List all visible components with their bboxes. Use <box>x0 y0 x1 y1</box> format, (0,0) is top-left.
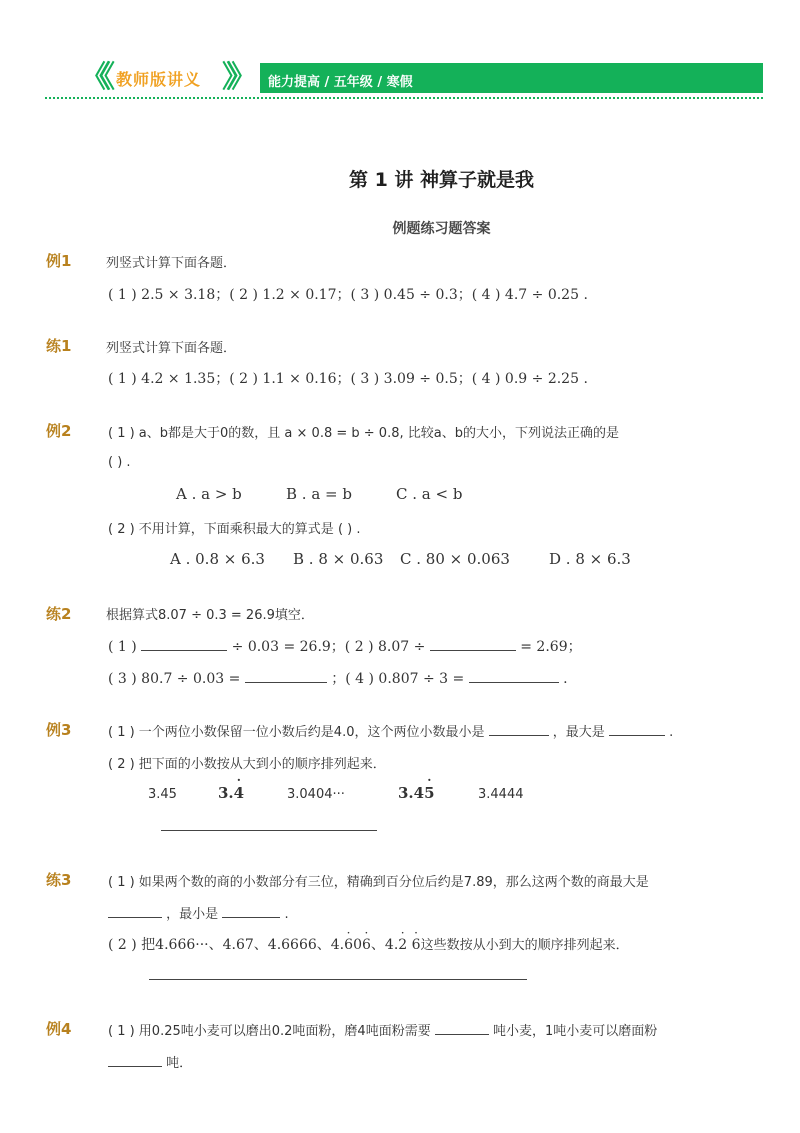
answer-blank <box>245 682 327 683</box>
text-segment: ( 3 ) 80.7 ÷ 0.03 = <box>108 671 241 687</box>
problem-question-ex2-1: ( 1 ) a、b都是大于0的数，且 a × 0.8 = b ÷ 0.8, 比较a、b的大小，下列说法正确的是 <box>108 426 619 441</box>
text-segment: ( 1 ) <box>108 639 137 655</box>
problem-answer-ex4-1 <box>108 1052 192 1071</box>
header-title: 教师版讲义 <box>116 70 202 89</box>
number-3-45-repeating <box>398 784 435 802</box>
text-segment: . <box>669 725 674 740</box>
chevron-left-icon: 《《 <box>80 60 105 95</box>
answer-blank <box>430 650 516 651</box>
answer-line-ex3 <box>161 830 377 831</box>
text-segment: ( 2 ) 把4.666···、4.67、4.6666、4. <box>108 937 345 953</box>
text-segment: 0 <box>353 937 362 953</box>
problem-label-pr1: 练1 <box>46 337 72 355</box>
problem-label-ex1: 例1 <box>46 252 72 270</box>
text-segment: 吨小麦，1吨小麦可以磨面粉 <box>492 1024 658 1039</box>
text-segment: ÷ 0.03 = 26.9；( 2 ) 8.07 ÷ <box>231 639 426 655</box>
text-segment: 3. <box>218 784 234 802</box>
option-d-ex2-2: D . 8 × 6.3 <box>549 550 631 568</box>
answer-blank <box>609 735 665 736</box>
answer-paren-ex2-1: ( ) . <box>108 455 131 470</box>
problem-line-pr2-2 <box>108 668 568 688</box>
problem-question-ex3-1 <box>108 721 673 740</box>
problem-label-ex3: 例3 <box>46 721 72 739</box>
problem-line-pr2-1 <box>108 636 582 656</box>
problem-label-pr2: 练2 <box>46 605 72 623</box>
text-segment: 、4. <box>370 937 399 953</box>
problem-answer-pr3-1 <box>108 903 289 922</box>
text-segment: 这些数按从小到大的顺序排列起来． <box>420 938 629 953</box>
problem-prompt-ex1: 列竖式计算下面各题． <box>106 256 237 271</box>
option-b-ex2-1: B . a = b <box>286 485 352 503</box>
problem-question-pr3-2 <box>108 934 629 954</box>
text-segment: ( 1 ) 一个两位小数保留一位小数后约是4.0，这个两位小数最小是 <box>108 725 485 740</box>
text-segment: = 2.69； <box>520 639 582 655</box>
answer-blank <box>141 650 227 651</box>
option-c-ex2-2: C . 80 × 0.063 <box>400 550 510 568</box>
text-segment <box>407 937 411 953</box>
text-segment: ，最小是 <box>166 907 219 922</box>
text-segment: . <box>284 907 289 922</box>
problem-items-pr1: ( 1 ) 4.2 × 1.35；( 2 ) 1.1 × 0.16；( 3 ) 3.09 ÷ 0.5；( 4 ) 0.9 ÷ 2.25 . <box>108 371 588 387</box>
option-b-ex2-2: B . 8 × 0.63 <box>293 550 384 568</box>
problem-question-ex2-2: ( 2 ) 不用计算，下面乘积最大的算式是 ( ) . <box>108 522 361 537</box>
text-segment: 3.4 <box>398 784 425 802</box>
text-segment: . <box>563 671 568 687</box>
header-divider <box>45 97 763 99</box>
option-a-ex2-2: A . 0.8 × 6.3 <box>170 550 265 568</box>
answer-line-pr3 <box>149 979 527 980</box>
problem-label-ex2: 例2 <box>46 422 72 440</box>
problem-question-pr3-1: ( 1 ) 如果两个数的商的小数部分有三位，精确到百分位后约是7.89，那么这两个数的商最大是 <box>108 875 649 890</box>
problem-question-ex3-2: ( 2 ) 把下面的小数按从大到小的顺序排列起来． <box>108 757 386 772</box>
chevron-right-icon: 》》 <box>222 60 247 95</box>
breadcrumb: 能力提高 / 五年级 / 寒假 <box>268 75 413 90</box>
repeating-digit: 5 · <box>424 784 434 802</box>
text-segment: ；( 4 ) 0.807 ÷ 3 = <box>331 671 465 687</box>
repeating-digit: 6 · <box>362 937 371 953</box>
answer-blank <box>469 682 559 683</box>
number-3-4444: 3.4444 <box>478 787 524 802</box>
number-3-45: 3.45 <box>148 787 177 802</box>
repeating-digit: 6 · <box>412 937 421 953</box>
problem-label-pr3: 练3 <box>46 871 72 889</box>
answer-blank <box>108 917 162 918</box>
problem-label-ex4: 例4 <box>46 1020 72 1038</box>
text-segment: ，最大是 <box>552 725 605 740</box>
text-segment: 吨． <box>166 1056 193 1071</box>
repeating-digit: 4 · <box>234 784 244 802</box>
repeating-digit: 6 · <box>344 937 353 953</box>
answer-blank <box>108 1066 162 1067</box>
answer-blank <box>489 735 549 736</box>
answer-blank <box>435 1034 489 1035</box>
answer-blank <box>222 917 280 918</box>
number-3-0404: 3.0404··· <box>287 787 345 802</box>
repeating-digit: 2 · <box>398 937 407 953</box>
problem-question-ex4-1 <box>108 1020 657 1039</box>
option-a-ex2-1: A . a > b <box>176 485 242 503</box>
text-segment: ( 1 ) 用0.25吨小麦可以磨出0.2吨面粉，磨4吨面粉需要 <box>108 1024 431 1039</box>
problem-prompt-pr2: 根据算式8.07 ÷ 0.3 = 26.9填空． <box>106 608 314 623</box>
section-title: 例题练习题答案 <box>392 221 491 237</box>
problem-items-ex1: ( 1 ) 2.5 × 3.18；( 2 ) 1.2 × 0.17；( 3 ) 0.45 ÷ 0.3；( 4 ) 4.7 ÷ 0.25 . <box>108 287 588 303</box>
lecture-title: 第 1 讲 神算子就是我 <box>348 169 535 191</box>
problem-prompt-pr1: 列竖式计算下面各题． <box>106 341 237 356</box>
option-c-ex2-1: C . a < b <box>396 485 463 503</box>
number-3-4-repeating <box>218 784 244 802</box>
